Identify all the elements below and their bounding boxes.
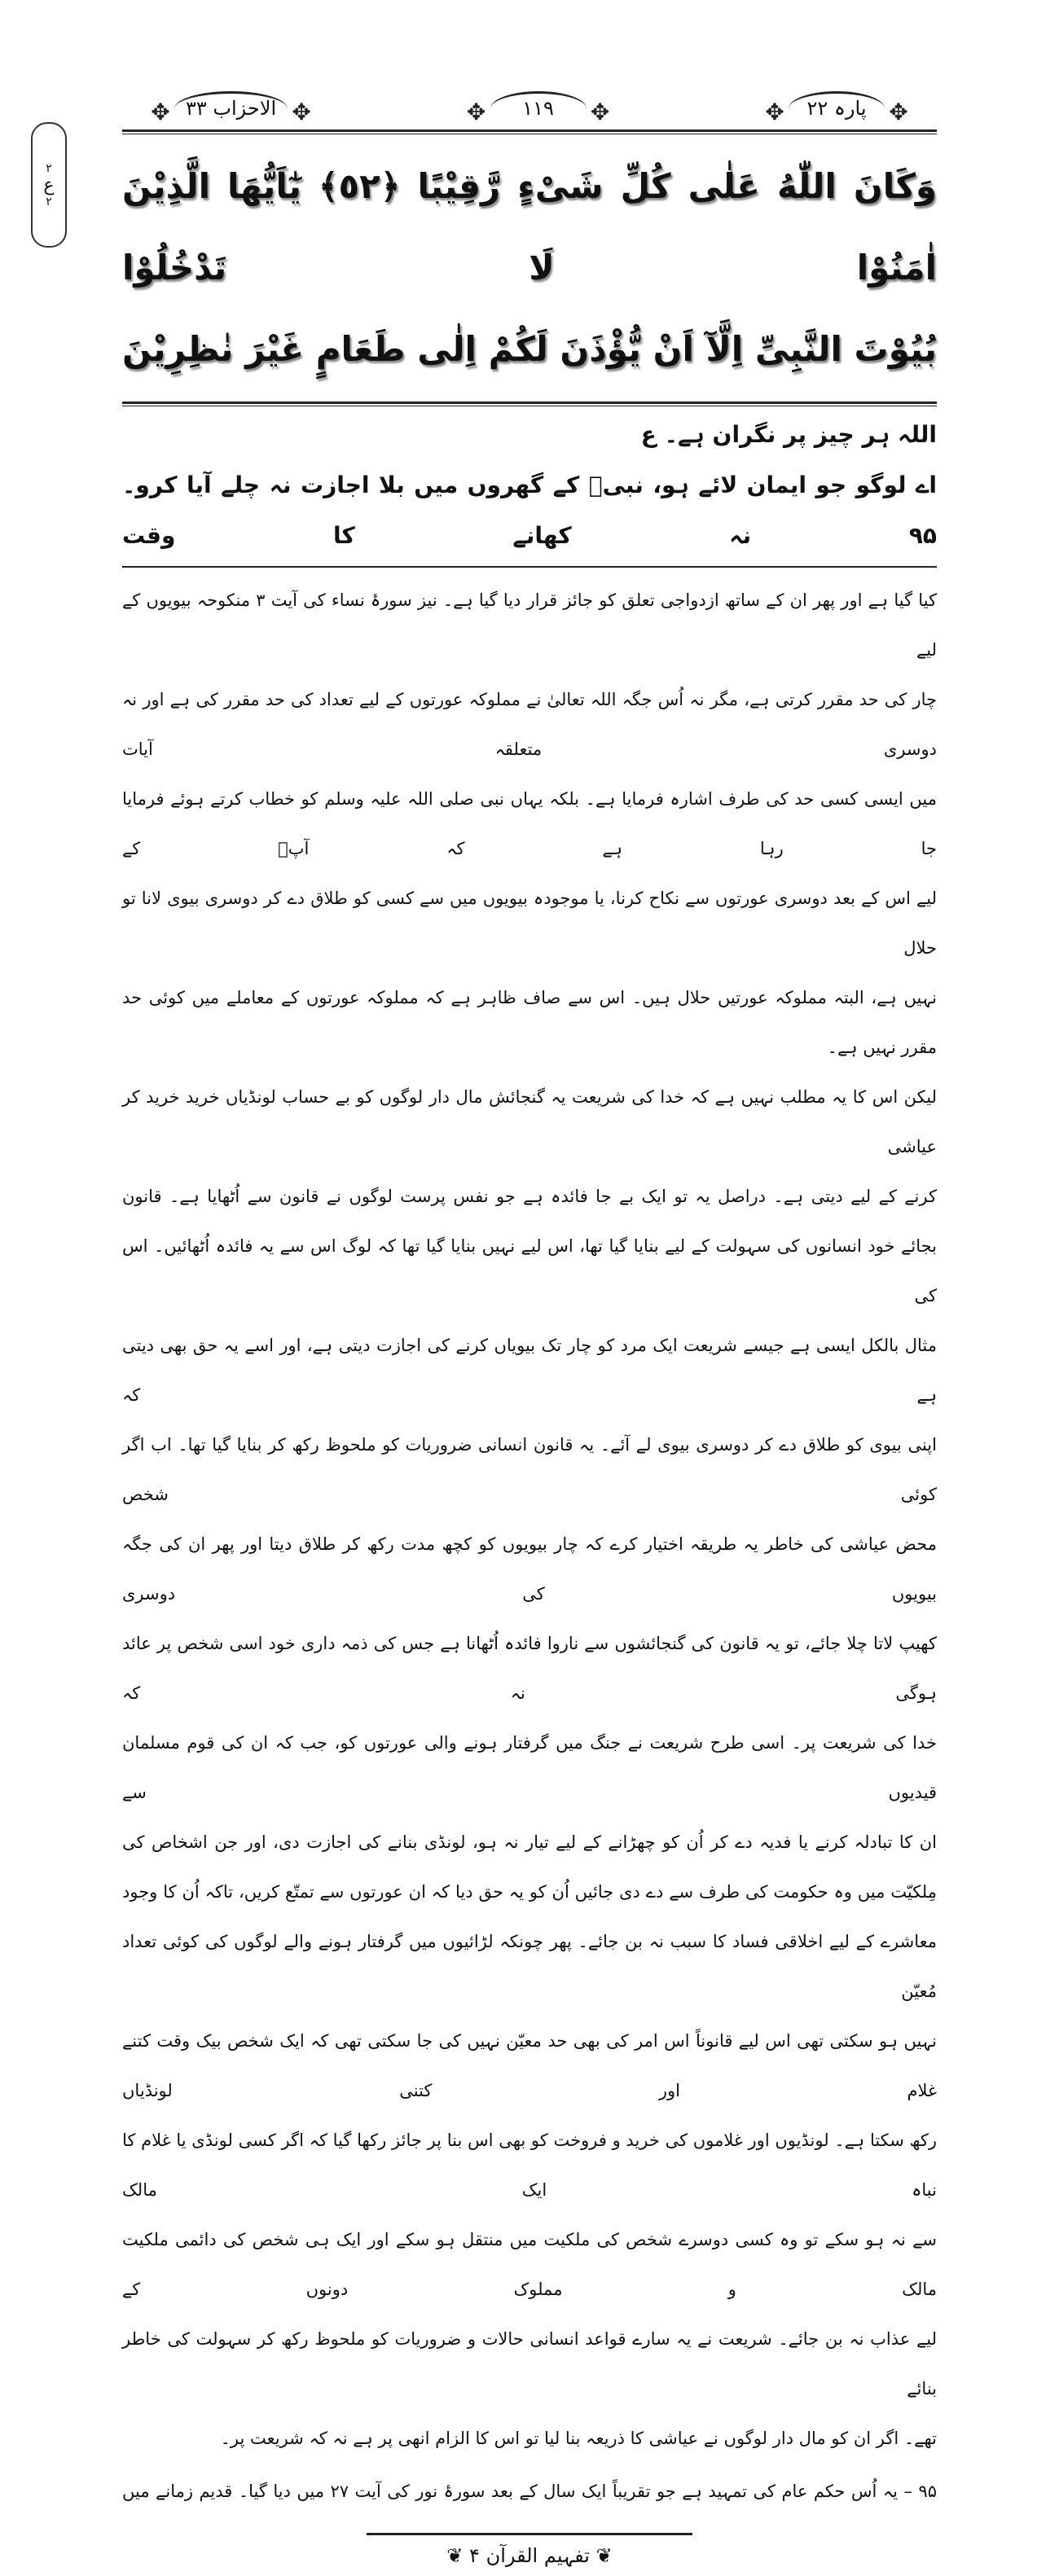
running-header bbox=[122, 77, 937, 126]
footer bbox=[367, 2533, 692, 2576]
ornament-icon: ❦ bbox=[446, 2544, 470, 2567]
commentary-line: کھیپ لاتا چلا جائے، تو یہ قانون کی گنجائشوں سے ناروا فائدہ اُٹھانا ہے جس کی ذمہ داری خود اسی شخص پر عائد ہوگی نہ کہ bbox=[122, 1634, 937, 1703]
arabic-verse-line: بُيُوْتَ النَّبِىِّ اِلَّآ اَنْ يُّؤْذَنَ لَكُمْ اِلٰى طَعَامٍ غَيْرَ نٰظِرِيْنَ bbox=[122, 329, 937, 369]
commentary-line: میں ایسی کسی حد کی طرف اشارہ فرمایا ہے۔ بلکہ یہاں نبی صلی اللہ علیہ وسلم کو خطاب کرتے ہوئے فرمایا جا رہا ہے کہ آپؐ کے bbox=[122, 789, 937, 858]
header-surah bbox=[147, 91, 315, 126]
verse-rule bbox=[122, 402, 937, 406]
commentary-line: معاشرے کے لیے اخلاقی فساد کا سبب نہ بن جائے۔ پھر چونکہ لڑائیوں میں گرفتار ہونے والے لوگوں کی کوئی تعداد مُعیّن bbox=[122, 1932, 937, 2001]
commentary-line: خدا کی شریعت پر۔ اسی طرح شریعت نے جنگ میں گرفتار ہونے والی عورتوں کو، جب کہ ان کی قوم مسلمان قیدیوں سے bbox=[122, 1733, 937, 1802]
commentary-line: مثال بالکل ایسی ہے جیسے شریعت ایک مرد کو چار تک بیویاں کرنے کی اجازت دیتی ہے، اور اسے یہ حق بھی دیتی ہے کہ bbox=[122, 1336, 937, 1405]
translation-line: اے لوگو جو ایمان لائے ہو، نبیؐ کے گھروں میں بلا اجازت نہ چلے آیا کرو۔ ۹۵ نہ کھانے کا وقت bbox=[122, 472, 937, 549]
ruku-bottom: ۲ bbox=[46, 195, 52, 208]
commentary-line: ان کا تبادلہ کرنے یا فدیہ دے کر اُن کو چھڑانے کے لیے تیار نہ ہو، لونڈی بنانے کی اجازت دی، اور جن اشخاص کی bbox=[122, 1832, 937, 1852]
commentary-line: لیے اس کے بعد دوسری عورتوں سے نکاح کرنا، یا موجودہ بیویوں میں سے کسی کو طلاق دے کر دوسری بیوی لانا تو حلال bbox=[122, 889, 937, 958]
ornament-icon: ✥ bbox=[466, 99, 486, 125]
commentary-line: لیے عذاب نہ بن جائے۔ شریعت نے یہ سارے قواعد انسانی حالات و ضروریات کو ملحوظ رکھ کر سہولت کی خاطر بنائے bbox=[122, 2329, 937, 2398]
para-label: پارہ ۲۲ bbox=[789, 91, 885, 126]
commentary-line: لیکن اس کا یہ مطلب نہیں ہے کہ خدا کی شریعت یہ گنجائش مال دار لوگوں کو بے حساب لونڈیاں خرید خرید کر عیاشی bbox=[122, 1087, 937, 1156]
header-rule bbox=[122, 129, 937, 134]
ornament-icon: ✥ bbox=[889, 99, 908, 125]
commentary-line: سے نہ ہو سکے تو وہ کسی دوسرے شخص کی ملکیت میں منتقل ہو سکے اور ایک ہی شخص کی دائمی ملکیت مالک و مملوک دونوں کے bbox=[122, 2230, 937, 2299]
ruku-marker bbox=[31, 122, 67, 248]
commentary-line: کیا گیا ہے اور پھر ان کے ساتھ ازدواجی تعلق کو جائز قرار دیا گیا ہے۔ نیز سورۂ نساء کی آیت ۳ منکوحہ بیویوں کے لیے bbox=[122, 590, 937, 660]
book-title: تفہیم القرآن ۴ bbox=[469, 2544, 590, 2567]
ornament-icon: ❦ bbox=[589, 2544, 613, 2567]
commentary-line: کرنے کے لیے دیتی ہے۔ دراصل یہ تو ایک بے جا فائدہ ہے جو نفس پرست لوگوں نے قانون سے اُٹھایا ہے۔ قانون bbox=[122, 1187, 937, 1206]
arabic-verse bbox=[122, 138, 937, 398]
page-number: ۱۱۹ bbox=[490, 91, 587, 126]
commentary-line: محض عیاشی کی خاطر یہ طریقہ اختیار کرے کہ چار بیویوں کو کچھ مدت رکھ کر طلاق دیتا اور پھر ان کی جگہ بیویوں کی دوسری bbox=[122, 1534, 937, 1604]
commentary-line: اپنی بیوی کو طلاق دے کر دوسری بیوی لے آئے۔ یہ قانون انسانی ضروریات کو ملحوظ رکھ کر بنایا گیا تھا۔ اب اگر کوئی شخص bbox=[122, 1435, 937, 1504]
surah-label: الاحزاب ۳۳ bbox=[174, 91, 288, 126]
commentary-line: چار کی حد مقرر کرتی ہے، مگر نہ اُس جگہ اللہ تعالیٰ نے مملوکہ عورتوں کے لیے تعداد کی حد مقرر کی ہے اور نہ دوسری متعلقہ آیات bbox=[122, 690, 937, 759]
commentary-line: نہیں ہو سکتی تھی اس لیے قانوناً اس امر کی بھی حد معیّن نہیں کی جا سکتی تھی کہ ایک شخص بیک وقت کتنے غلام اور کتنی لونڈیاں bbox=[122, 2031, 937, 2100]
translation-line: اللہ ہر چیز پر نگران ہے۔ ع bbox=[640, 421, 937, 448]
commentary-line: بجائے خود انسانوں کی سہولت کے لیے بنایا گیا تھا، اس لیے نہیں بنایا گیا تھا کہ لوگ اس سے یہ فائدہ اُٹھائیں۔ اس کی bbox=[122, 1236, 937, 1306]
ornament-icon: ✥ bbox=[765, 99, 784, 125]
footnote: ۹۵ – یہ اُس حکم عام کی تمہید ہے جو تقریباً ایک سال کے بعد سورۂ نور کی آیت ۲۷ میں دیا گیا۔ قدیم زمانے میں bbox=[122, 2482, 937, 2501]
commentary-line: تھے۔ اگر ان کو مال دار لوگوں نے عیاشی کا ذریعہ بنا لیا تو اس کا الزام انھی پر ہے نہ کہ شریعت پر۔ bbox=[220, 2429, 937, 2448]
ruku-top: ۲ bbox=[46, 161, 52, 175]
arabic-verse-line: وَكَانَ اللّٰهُ عَلٰى كُلِّ شَىْءٍ رَّقِيْبًا ﴿٥٢﴾ يٰٓاَيُّهَا الَّذِيْنَ اٰمَنُوْا لَا تَدْخُلُوْا bbox=[122, 166, 937, 287]
commentary-line: مِلکیّت میں وہ حکومت کی طرف سے دے دی جائیں اُن کو یہ حق دیا کہ ان عورتوں سے تمتّع کریں، تاکہ اُن کا وجود bbox=[122, 1882, 937, 1902]
ornament-icon: ✥ bbox=[292, 99, 311, 125]
commentary bbox=[122, 576, 937, 2464]
ruku-symbol: ع bbox=[43, 174, 55, 195]
commentary-line: رکھ سکتا ہے۔ لونڈیوں اور غلاموں کی خرید و فروخت کو بھی اس بنا پر جائز رکھا گیا کہ اگر کسی لونڈی یا غلام کا نباہ ایک مالک bbox=[122, 2131, 937, 2200]
header-para bbox=[761, 91, 912, 126]
commentary-line: نہیں ہے، البتہ مملوکہ عورتیں حلال ہیں۔ اس سے صاف ظاہر ہے کہ مملوکہ عورتوں کے معاملے میں کوئی حد مقرر نہیں ہے۔ bbox=[122, 988, 937, 1057]
ornament-icon: ✥ bbox=[590, 99, 610, 125]
header-page bbox=[463, 91, 614, 126]
page bbox=[122, 0, 937, 2576]
ornament-icon: ✥ bbox=[151, 99, 170, 125]
translation-rule bbox=[122, 566, 937, 568]
